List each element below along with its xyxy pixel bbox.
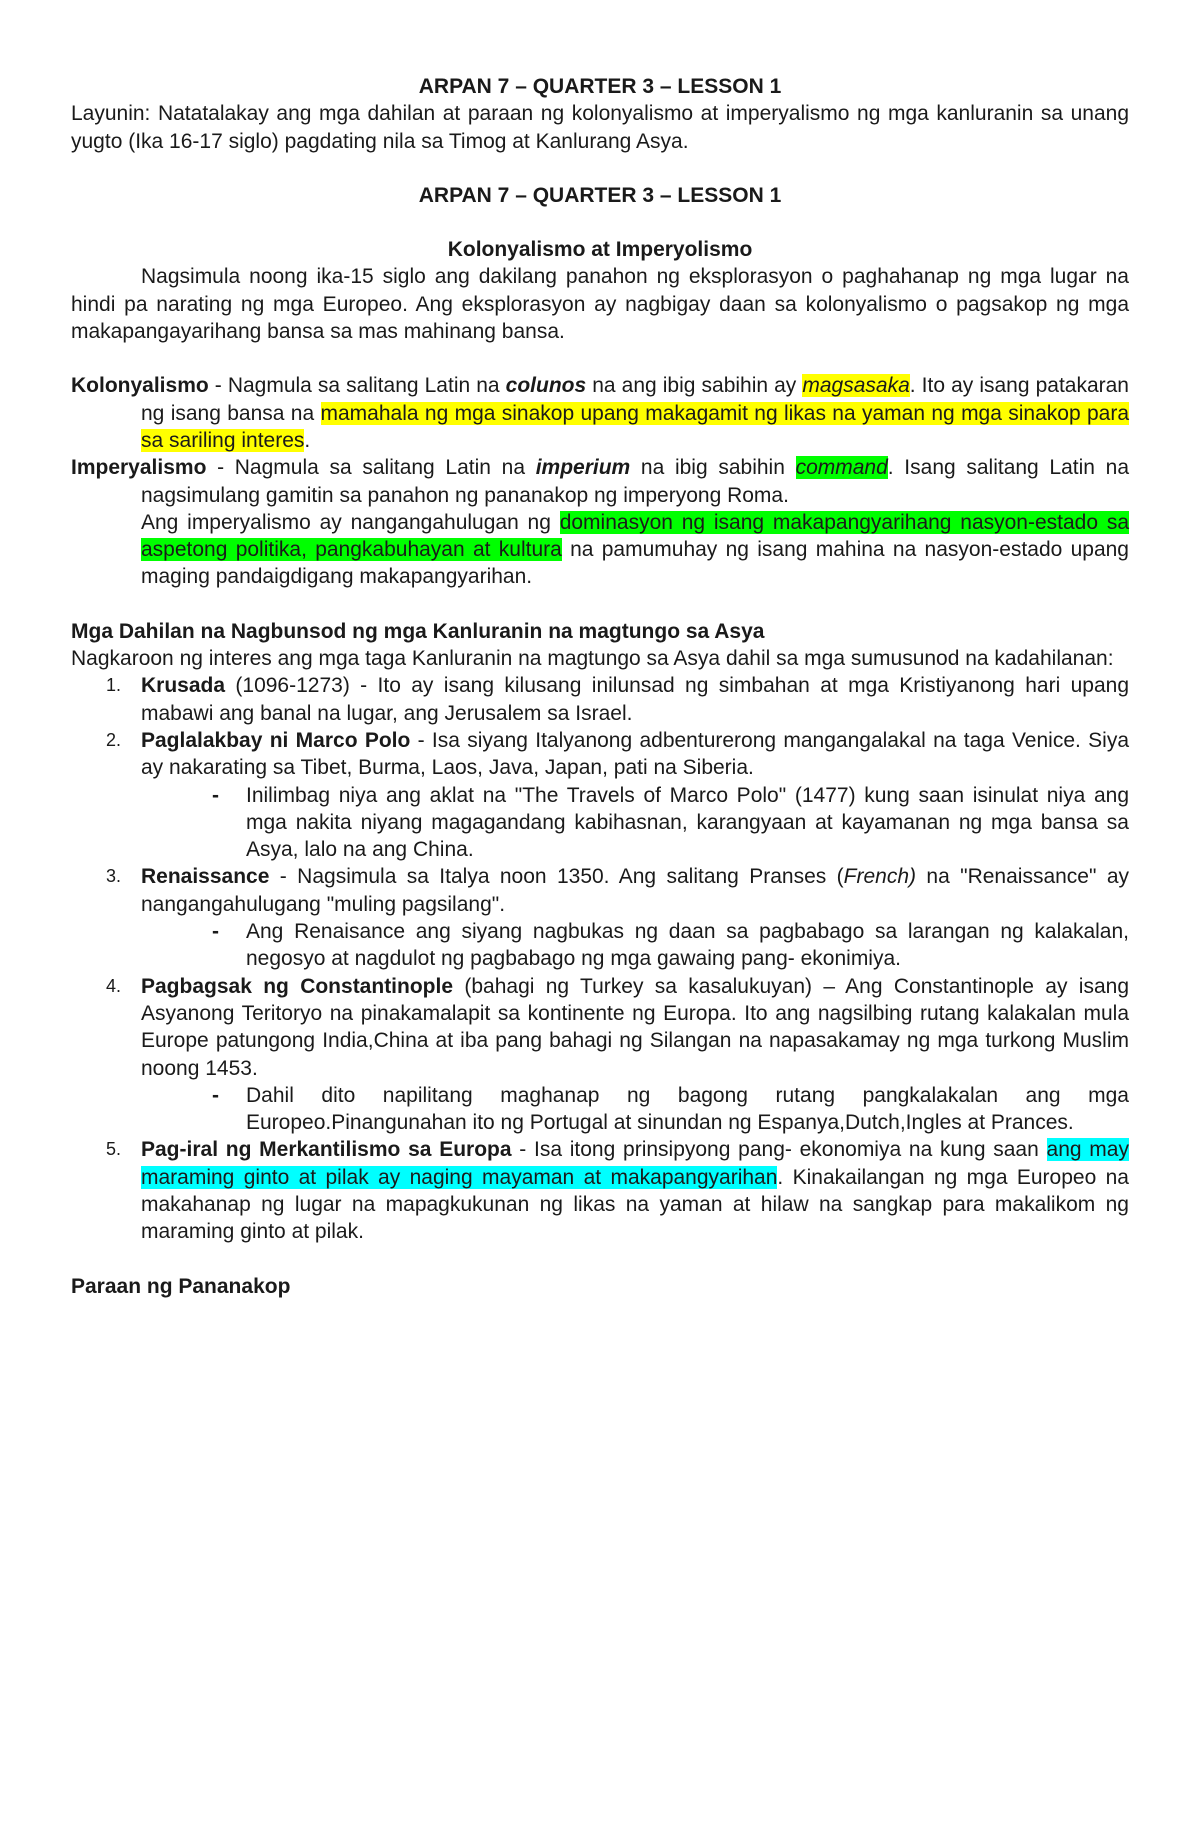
sub-bullet-text: Inilimbag niya ang aklat na "The Travels of Marco Polo" (1477) kung saan isinulat niya ang mga nakita niyang magagandang kabihasnan, karangyaan at kayamanan ng mga bansa sa Asya, lalo na ang China.: [246, 783, 1129, 862]
imperyalismo-elaboration: [71, 509, 1129, 591]
sub-bullet: [71, 918, 1129, 973]
list-number: 5.: [106, 1139, 122, 1160]
definition-text: . Isang salitang Latin na nagsimulang gamitin sa panahon ng pananakop ng imperyong Roma.: [141, 456, 1130, 507]
highlight-imperyalismo-definition: dominasyon ng isang makapangyarihang nasyon-estado sa aspetong politika, pangkabuhayan at kultura: [141, 510, 1129, 562]
list-number: 3.: [106, 866, 122, 887]
elaboration-text: na pamumuhay ng isang mahina na nasyon-estado upang maging pandaigdigang makapangyarihan.: [141, 538, 1129, 589]
sub-bullet: [71, 782, 1129, 864]
highlight-kolonyalismo-definition: mamahala ng mga sinakop upang makagamit ng likas na yaman ng mga sinakop para sa sariling interes: [141, 401, 1130, 452]
dash-bullet: -: [212, 920, 219, 944]
list-item: [71, 973, 1129, 1082]
list-number: 4.: [106, 975, 122, 996]
sub-bullet-text: Dahil dito napilitang maghanap ng bagong rutang pangkalakalan ang mga Europeo.Pinangunahan ito ng Portugal at sinundan ng Espanya,Dutch,Ingles at Prances.: [246, 1083, 1129, 1135]
latin-word-colunos: colunos: [505, 374, 587, 398]
reasons-list: [71, 672, 1129, 1245]
definition-text: na ang ibig sabihin ay: [586, 374, 803, 398]
reason-term: Krusada: [141, 674, 226, 698]
reason-text: - Isa siyang Italyanong adbenturerong mangangalakal na taga Venice. Siya ay nakarating sa Tibet, Burma, Laos, Java, Japan, pati na Siberia.: [141, 728, 1129, 780]
dash-bullet: -: [212, 1083, 219, 1107]
elaboration-text: Ang imperyalismo ay nangangahulugan ng: [141, 510, 560, 534]
list-number: 2.: [106, 729, 122, 750]
lesson-title-repeat: ARPAN 7 – QUARTER 3 – LESSON 1: [418, 183, 782, 207]
reason-text: (bahagi ng Turkey sa kasalukuyan) – Ang Constantinople ay isang Asyanong Teritoryo na pinakamalapit sa kontinente ng Europa. Ito ang nagsilbing rutang kalakalan mula Europe patungong India,China at iba pang bahagi ng Silangan na napasakamay ng mga turkong Muslim noong 1453.: [141, 974, 1129, 1080]
intro-paragraph: Nagsimula noong ika-15 siglo ang dakilang panahon ng eksplorasyon o paghahanap ng mga lugar na hindi pa narating ng mga Europeo. Ang eksplorasyon ay nagbigay daan sa kolonyalismo o pagsakop ng mga makapangayarihang bansa sa mas mahinang bansa.: [71, 265, 1129, 344]
definition-text: .: [304, 428, 311, 452]
section-heading-reasons: Mga Dahilan na Nagbunsod ng mga Kanluranin na magtungo sa Asya: [71, 619, 765, 643]
reason-text: - Isa itong prinsipyong pang- ekonomiya na kung saan: [511, 1138, 1047, 1162]
reason-text-italic: French): [843, 865, 917, 889]
reasons-intro: Nagkaroon ng interes ang mga taga Kanluranin na magtungo sa Asya dahil sa mga sumusunod na kadahilanan:: [71, 647, 1114, 671]
reason-text: . Kinakailangan ng mga Europeo na makahanap ng lugar na mapagkukunan ng likas na yaman at hilaw na sangkap para makalikom ng maraming ginto at pilak.: [141, 1165, 1129, 1244]
highlight-command: command: [795, 456, 888, 480]
definition-text: na ibig sabihin: [630, 456, 796, 480]
list-item: [71, 863, 1129, 918]
definition-text: . Ito ay isang patakaran ng isang bansa na: [141, 374, 1129, 425]
reason-term: Paglalakbay ni Marco Polo: [141, 728, 411, 752]
term-imperyalismo: Imperyalismo: [71, 456, 207, 480]
definition-text: - Nagmula sa salitang Latin na: [208, 374, 506, 398]
definition-imperyalismo: [71, 454, 1129, 509]
latin-word-imperium: imperium: [535, 456, 631, 480]
reason-term: Pagbagsak ng Constantinople: [141, 974, 454, 998]
highlight-merkantilismo: ang may maraming ginto at pilak ay naging mayaman at makapangyarihan: [141, 1138, 1129, 1189]
list-number: 1.: [106, 675, 122, 696]
objective-text: Layunin: Natatalakay ang mga dahilan at paraan ng kolonyalismo at imperyalismo ng mga kanluranin sa unang yugto (Ika 16-17 siglo) pagdating nila sa Timog at Kanlurang Asya.: [71, 102, 1129, 153]
reason-text: (1096-1273) - Ito ay isang kilusang inilunsad ng simbahan at mga Kristiyanong hari upang mabawi ang banal na lugar, ang Jerusalem sa Israel.: [141, 674, 1129, 725]
sub-bullet: [71, 1082, 1129, 1137]
list-item: [71, 1136, 1129, 1245]
reason-term: Renaissance: [141, 865, 270, 889]
section-heading-methods: Paraan ng Pananakop: [71, 1274, 291, 1298]
highlight-magsasaka: magsasaka: [802, 374, 910, 398]
lesson-title: ARPAN 7 – QUARTER 3 – LESSON 1: [418, 75, 782, 98]
reason-text: - Nagsimula sa Italya noon 1350. Ang salitang Pranses (: [269, 865, 844, 889]
list-item: [71, 672, 1129, 727]
definition-text: - Nagmula sa salitang Latin na: [206, 456, 536, 480]
reason-term: Pag-iral ng Merkantilismo sa Europa: [141, 1138, 512, 1162]
reason-text: na "Renaissance" ay nangangahulugang "muling pagsilang".: [141, 865, 1129, 916]
sub-bullet-text: Ang Renaisance ang siyang nagbukas ng daan sa pagbabago sa larangan ng kalakalan, negosyo at nagdulot ng pagbabago ng mga gawaing pang- ekonimiya.: [246, 920, 1129, 971]
section-heading-kolonyalismo-imperyolismo: Kolonyalismo at Imperyolismo: [447, 238, 753, 262]
term-kolonyalismo: Kolonyalismo: [71, 374, 209, 398]
list-item: [71, 727, 1129, 782]
definition-kolonyalismo: [71, 372, 1129, 454]
dash-bullet: -: [212, 783, 219, 807]
